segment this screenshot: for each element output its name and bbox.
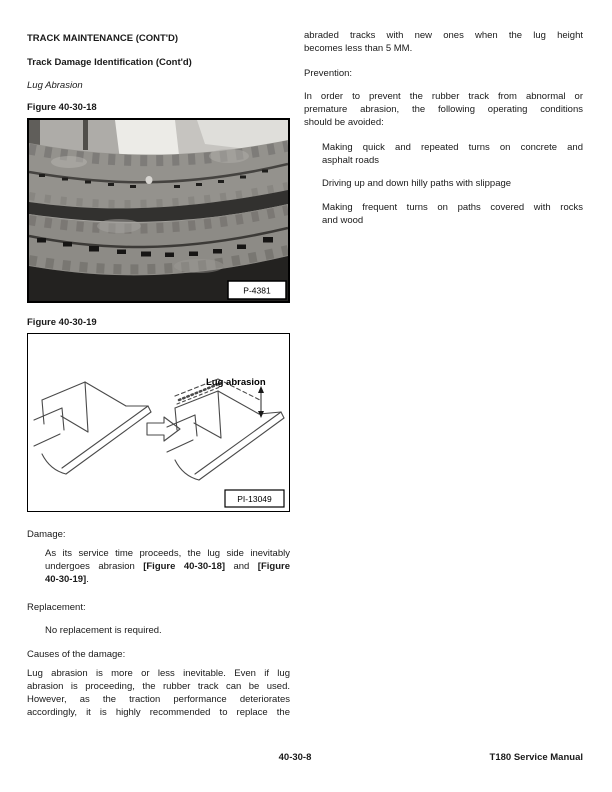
lug-drawing [28, 334, 288, 510]
replacement-heading: Replacement: [27, 602, 86, 613]
manual-title: T180 Service Manual [489, 752, 583, 763]
lug-sketch-new [34, 382, 151, 474]
figure-19-caption: Figure 40-30-19 [27, 317, 97, 328]
continued-paragraph: abraded tracks with new ones when the lug height becomes less than 5 MM. [304, 30, 583, 54]
causes-heading: Causes of the damage: [27, 649, 126, 660]
figure-18-box [27, 118, 290, 303]
figure-19-box [27, 333, 290, 512]
figure-18-caption: Figure 40-30-18 [27, 102, 97, 113]
prevention-item: Making quick and repeated turns on concrete and asphalt roads [322, 142, 583, 166]
damage-heading: Damage: [27, 529, 66, 540]
lug-abrasion-annotation: Lug abrasion [206, 377, 266, 388]
replacement-paragraph: No replacement is required. [45, 625, 162, 636]
right-block-arrow-icon [147, 417, 180, 441]
topic-heading: Lug Abrasion [27, 80, 83, 91]
prevention-heading: Prevention: [304, 68, 353, 79]
prevention-paragraph: In order to prevent the rubber track from abnormal or premature abrasion, the following operating conditions should be avoided: [304, 91, 583, 128]
drawing-id-label: PI-13049 [237, 494, 272, 504]
lug-sketch-worn [167, 379, 284, 480]
damage-paragraph: As its service time proceeds, the lug side inevitably undergoes abrasion [Figure 40-30-18] and [Figure 40-30-19]. [45, 548, 290, 585]
prevention-item: Driving up and down hilly paths with slippage [322, 178, 512, 189]
section-heading: TRACK MAINTENANCE (CONT'D) [27, 33, 179, 44]
photo-id-label: P-4381 [243, 285, 271, 296]
page-number: 40-30-8 [278, 752, 312, 763]
track-photo [29, 120, 288, 301]
prevention-item: Making frequent turns on paths covered with rocks and wood [322, 202, 583, 226]
causes-paragraph: Lug abrasion is more or less inevitable. Even if lug abrasion is proceeding, the rubber track can be used. However, as the traction performance deteriorates accordingly, it is highly recommended to replace the [27, 668, 290, 718]
subsection-heading: Track Damage Identification (Cont'd) [27, 57, 192, 68]
